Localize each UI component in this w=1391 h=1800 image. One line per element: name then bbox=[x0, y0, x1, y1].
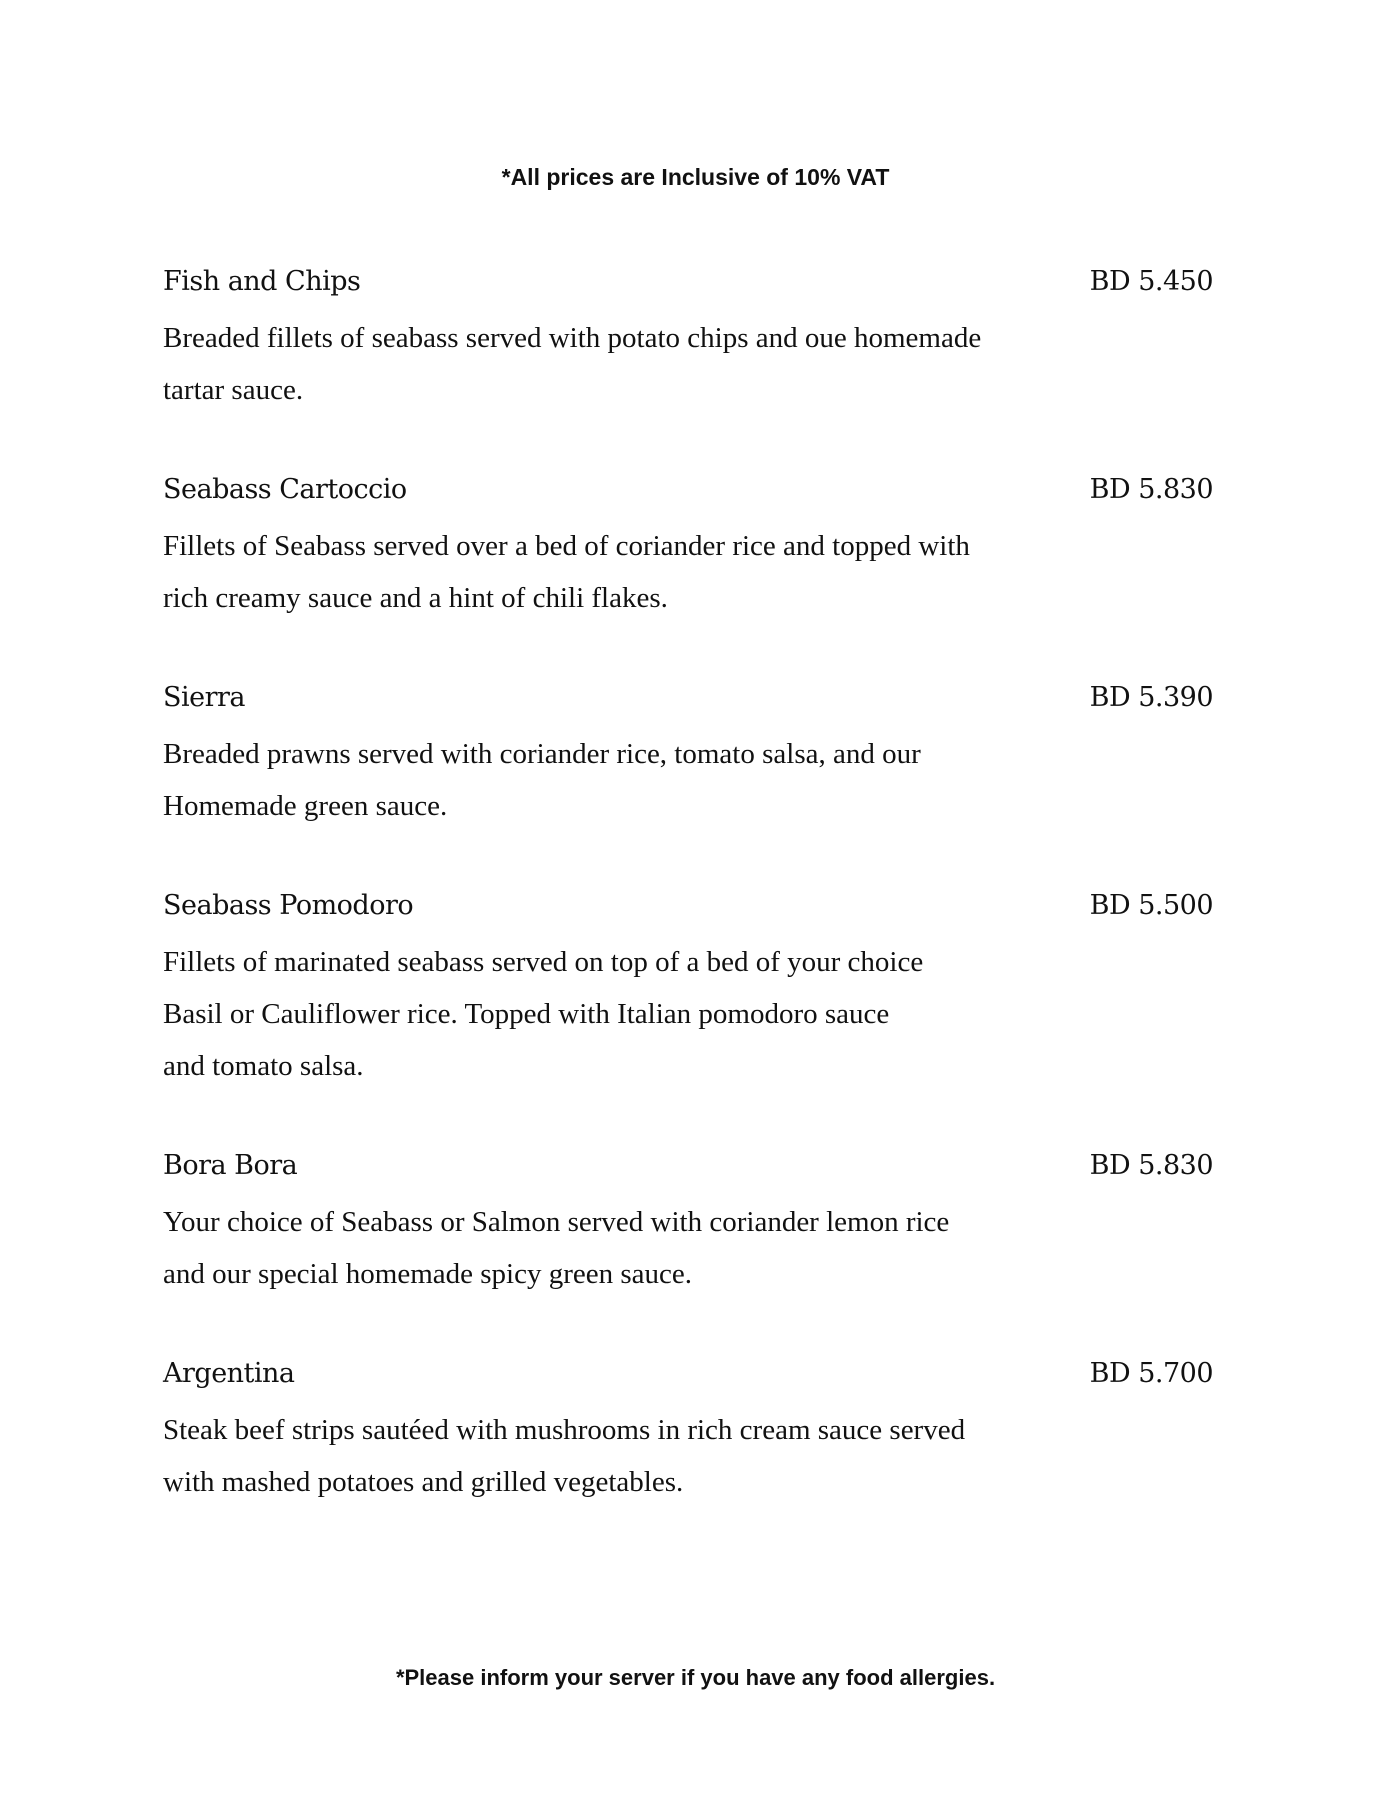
item-name: Fish and Chips bbox=[163, 266, 361, 297]
item-name: Sierra bbox=[163, 682, 246, 713]
vat-note: *All prices are Inclusive of 10% VAT bbox=[501, 164, 890, 190]
item-description-line: Your choice of Seabass or Salmon served with coriander lemon rice bbox=[163, 1206, 950, 1238]
item-name: Argentina bbox=[163, 1358, 295, 1389]
menu-item bbox=[163, 676, 1213, 884]
item-description-line: Fillets of marinated seabass served on top of a bed of your choice bbox=[163, 946, 924, 978]
item-name: Seabass Pomodoro bbox=[163, 890, 414, 921]
item-price: BD 5.500 bbox=[1089, 890, 1213, 921]
item-price: BD 5.830 bbox=[1089, 474, 1213, 505]
item-description-line: tartar sauce. bbox=[163, 374, 304, 406]
item-price: BD 5.830 bbox=[1089, 1150, 1213, 1181]
item-description-line: Steak beef strips sautéed with mushrooms in rich cream sauce served bbox=[163, 1414, 966, 1446]
item-description-line: and our special homemade spicy green sauce. bbox=[163, 1258, 693, 1290]
menu-item bbox=[163, 884, 1213, 1144]
item-price: BD 5.700 bbox=[1089, 1358, 1213, 1389]
menu-item bbox=[163, 1144, 1213, 1352]
item-price: BD 5.450 bbox=[1089, 266, 1213, 297]
menu-item bbox=[163, 260, 1213, 468]
menu-item bbox=[163, 468, 1213, 676]
item-description-line: with mashed potatoes and grilled vegetables. bbox=[163, 1466, 684, 1498]
item-description bbox=[163, 1196, 949, 1300]
menu-list bbox=[163, 260, 1213, 1560]
menu-item bbox=[163, 1352, 1213, 1560]
item-description-line: and tomato salsa. bbox=[163, 1050, 364, 1082]
item-description-line: Breaded prawns served with coriander rice, tomato salsa, and our bbox=[163, 738, 921, 770]
item-name: Bora Bora bbox=[163, 1150, 298, 1181]
item-description-line: Breaded fillets of seabass served with potato chips and oue homemade bbox=[163, 322, 982, 354]
item-description bbox=[163, 312, 981, 416]
allergy-note: *Please inform your server if you have any food allergies. bbox=[395, 1665, 996, 1690]
item-description bbox=[163, 936, 923, 1092]
item-description-line: Fillets of Seabass served over a bed of coriander rice and topped with bbox=[163, 530, 970, 562]
item-description-line: Homemade green sauce. bbox=[163, 790, 448, 822]
item-price: BD 5.390 bbox=[1089, 682, 1213, 713]
item-description-line: Basil or Cauliflower rice. Topped with Italian pomodoro sauce bbox=[163, 998, 890, 1030]
item-name: Seabass Cartoccio bbox=[163, 474, 407, 505]
item-description-line: rich creamy sauce and a hint of chili flakes. bbox=[163, 582, 668, 614]
item-description bbox=[163, 520, 970, 624]
item-description bbox=[163, 728, 921, 832]
item-description bbox=[163, 1404, 965, 1508]
